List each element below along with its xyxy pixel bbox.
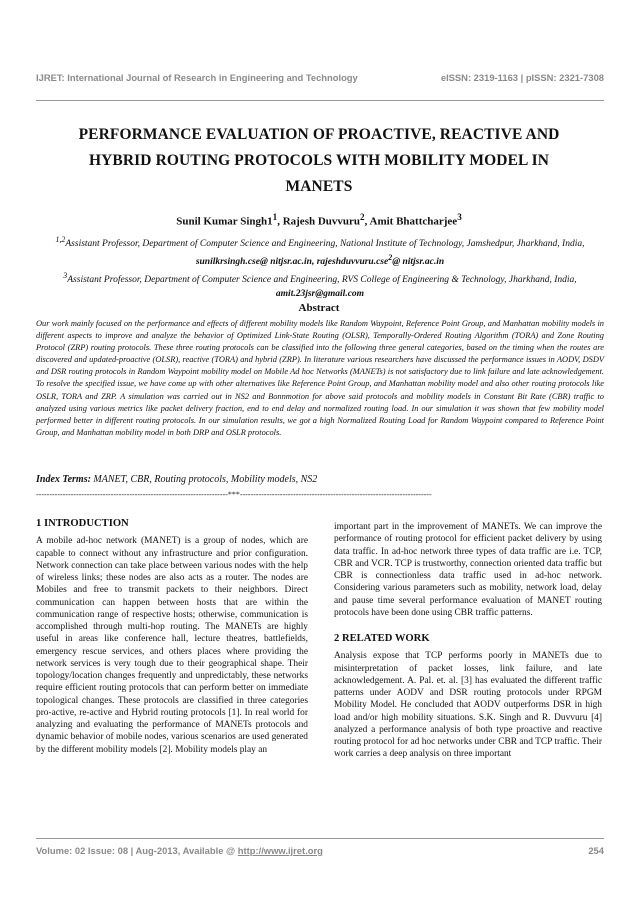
affiliation-2-text: Assistant Professor, Department of Computer Science and Engineering, RVS College of Engineering & Technology, Jharkhand, India, [67,275,577,286]
affiliation-1-emails[interactable]: sunilkrsingh.cse@ nitjsr.ac.in, rajeshduvvuru.cse [195,257,389,268]
section-1-heading: 1 INTRODUCTION [36,518,129,529]
page-number: 254 [588,845,604,856]
right-column [334,521,602,761]
affiliation-2-sup: 3 [63,271,68,281]
paper-title [40,122,598,200]
affiliation-1-email-sup: 2 [388,253,393,263]
author-3: Amit Bhattcharjee [369,215,458,228]
index-terms-text: MANET, CBR, Routing protocols, Mobility models, NS2 [90,474,318,485]
abstract-heading: Abstract [298,302,340,314]
title-line-3: MANETS [285,178,353,195]
index-terms-label: Index Terms: [36,474,91,485]
section-1-text: A mobile ad-hoc network (MANET) is a group of nodes, which are capable to connect without any infrastructure and prior configuration. Network connection can take place between various nodes with the help of wireless links; these nodes are also acts as a router. The nodes are Mobiles and free to transmit packets to their neighbors. Direct communication can happen between hosts that are within the communication range of respective hosts; otherwise, communication is accomplished through multi-hop routing. The MANETs are highly useful in areas like conference hall, lecture theatres, battlefields, emergency rescue services, and others places where providing the network services is very tough due to their geographical shape. Their topology/location changes frequently and unpredictably, these networks require efficient routing protocols that can perform better on immediate topological changes. These protocols are classified in three categories pro-active, re-active and Hybrid routing protocols [1]. In real world for analyzing and evaluating the performance of MANETs protocols and dynamic behavior of mobile nodes, various scenarios are used generated by the different mobility models [2]. Mobility models play an [36,536,308,755]
author-2-sup: 2 [360,212,365,222]
author-2: Rajesh Duvvuru [282,215,361,228]
section-separator: ------------------------------------------------------------------------***------------------------------------------------------------------------ [36,490,432,499]
affiliations [36,233,604,301]
running-footer [36,845,604,856]
footer-rule [36,838,604,839]
section-2-heading: 2 RELATED WORK [334,633,430,644]
index-terms [36,474,604,485]
abstract-text: Our work mainly focused on the performance and effects of different mobility models like Random Waypoint, Reference Point Group, and Manhattan mobility models in different aspects to improve and analyze the behavior of Optimized Link-State Routing (OLSR), Temporally-Ordered Routing Algorithm (TORA) and Zone Routing Protocol (ZRP) routing protocols. These three routing protocols can be classified into the following three general categories, based on the timing when the routes are discovered and updated-proactive (OLSR), reactive (TORA) and hybrid (ZRP). In literature various researchers have discussed the performance issues in AODV, DSDV and DSR routing protocols in Random Waypoint mobility model on Mobile Ad hoc Networks (MANETs) is not satisfactory due to link failure and late acknowledgement. To resolve the specified issue, we have come up with other alternatives like Reference Point Group, and Manhattan mobility model and also other routing protocols like OSLR, TORA and ZRP. A simulation was carried out in NS2 and Bonnmotion for above said protocols and mobility models in Constant Bit Rate (CBR) traffic to analyzed using various metrics like packet delivery fraction, end to end delay and normalized routing load. In our simulation it was shown that few mobility model performed better in different routing protocols. In our simulation results, we got a high Normalized Routing Load for Random Waypoint compared to Reference Point Group, and Manhattan mobility model in both DRP and OSLR protocols. [36,319,604,437]
left-column [36,518,308,756]
affiliation-1-email-end[interactable]: @ nitjsr.ac.in [392,257,445,268]
header-rule [36,100,604,101]
affiliation-2 [36,269,604,301]
running-header [36,72,604,83]
issn: eISSN: 2319-1163 | pISSN: 2321-7308 [440,72,604,83]
author-1: Sunil Kumar Singh1 [176,215,273,228]
affiliation-2-email[interactable]: amit.23jsr@gmail.com [275,289,365,300]
footer-volume-text: Volume: 02 Issue: 08 | Aug-2013, Available @ [36,845,238,856]
affiliation-1-text: Assistant Professor, Department of Computer Science and Engineering, National Institute of Technology, Jamshedpur, Jharkhand, India, [65,239,585,250]
section-2-text: Analysis expose that TCP performs poorly in MANETs due to misinterpretation of packet losses, link failure, and late acknowledgement. A. Pal. et. al. [3] has evaluated the different traffic patterns under AODV and DSR routing protocols under RPGM Mobility Model. He concluded that AODV outperforms DSR in high load and/or high mobility situations. S.K. Singh and R. Duvvuru [4] analyzed a performance analysis of both type proactive and reactive routing protocol for ad hoc networks under CBR and TCP traffic. Their work carries a deep analysis on three important [334,651,602,760]
footer-volume [36,845,323,856]
title-line-2: HYBRID ROUTING PROTOCOLS WITH MOBILITY MODEL IN [88,152,550,169]
author-list: Sunil Kumar $Singh1^1$, Rajesh Duvvuru$^2$, Amit Bhattcharjee$^3$ [176,212,462,228]
author-1-sup: 1 [272,212,278,222]
affiliation-1-sup: 1,2 [55,235,66,244]
footer-url-link[interactable]: http://www.ijret.org [237,845,323,856]
title-line-1: PERFORMANCE EVALUATION OF PROACTIVE, REACTIVE AND [78,126,560,143]
author-3-sup: 3 [457,212,462,222]
affiliation-1 [36,233,604,269]
journal-name: IJRET: International Journal of Research in Engineering and Technology [36,72,358,83]
section-1-continued: important part in the improvement of MANETs. We can improve the performance of routing protocol for efficient packet delivery by using data traffic. In ad-hoc network three types of data traffic are i.e. TCP, CBR and VCR. TCP is trustworthy, connection oriented data traffic but CBR is connectionless data traffic used in ad-hoc network. Considering various parameters such as mobility, network load, delay and pause time several performance evaluation of MANET routing protocols have been done using CBR traffic patterns. [334,522,602,618]
